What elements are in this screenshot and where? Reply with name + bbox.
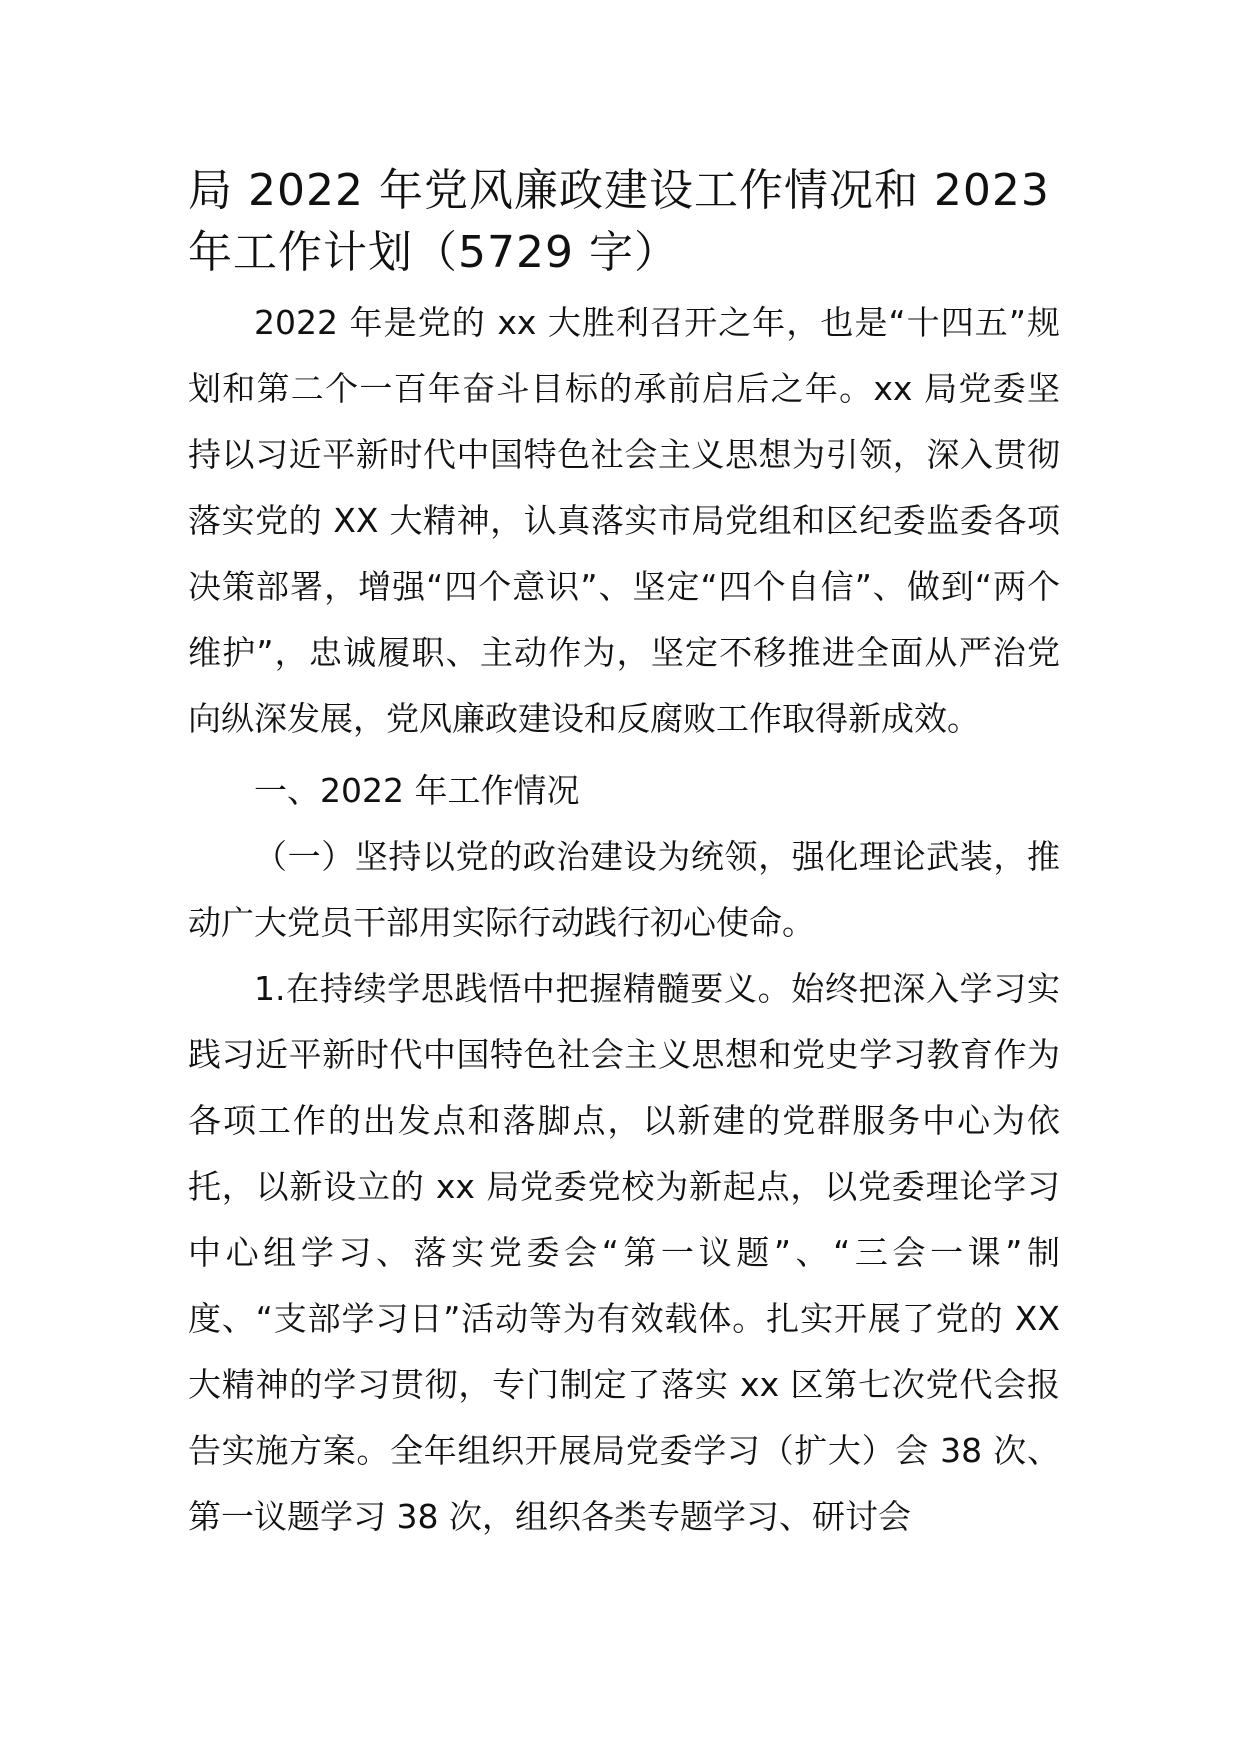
section-heading: 一、2022 年工作情况 — [254, 771, 580, 810]
document-title: 局 2022 年党风廉政建设工作情况和 2023 年工作计划（5729 字） — [188, 165, 1050, 278]
subsection-heading: （一）坚持以党的政治建设为统领，强化理论武装，推动广大党员干部用实际行动践行初心使命。 — [188, 837, 1060, 942]
document-page — [188, 160, 1060, 1550]
intro-paragraph: 2022 年是党的 xx 大胜利召开之年，也是“十四五”规划和第二个一百年奋斗目标的承前启后之年。xx 局党委坚持以习近平新时代中国特色社会主义思想为引领，深入贯彻落实党的 XX 大精神，认真落实市局党组和区纪委监委各项决策部署，增强“四个意识”、坚定“四个自信”、做到“两个维护”，忠诚履职、主动作为，坚定不移推进全面从严治党向纵深发展，党风廉政建设和反腐败工作取得新成效。 — [188, 303, 1060, 738]
item-paragraph: 1.在持续学思践悟中把握精髓要义。始终把深入学习实践习近平新时代中国特色社会主义思想和党史学习教育作为各项工作的出发点和落脚点，以新建的党群服务中心为依托，以新设立的 xx 局党委党校为新起点，以党委理论学习中心组学习、落实党委会“第一议题”、“三会一课”制度、“支部学习日”活动等为有效载体。扎实开展了党的 XX 大精神的学习贯彻，专门制定了落实 xx 区第七次党代会报告实施方案。全年组织开展局党委学习（扩大）会 38 次、第一议题学习 38 次，组织各类专题学习、研讨会 — [188, 969, 1060, 1536]
